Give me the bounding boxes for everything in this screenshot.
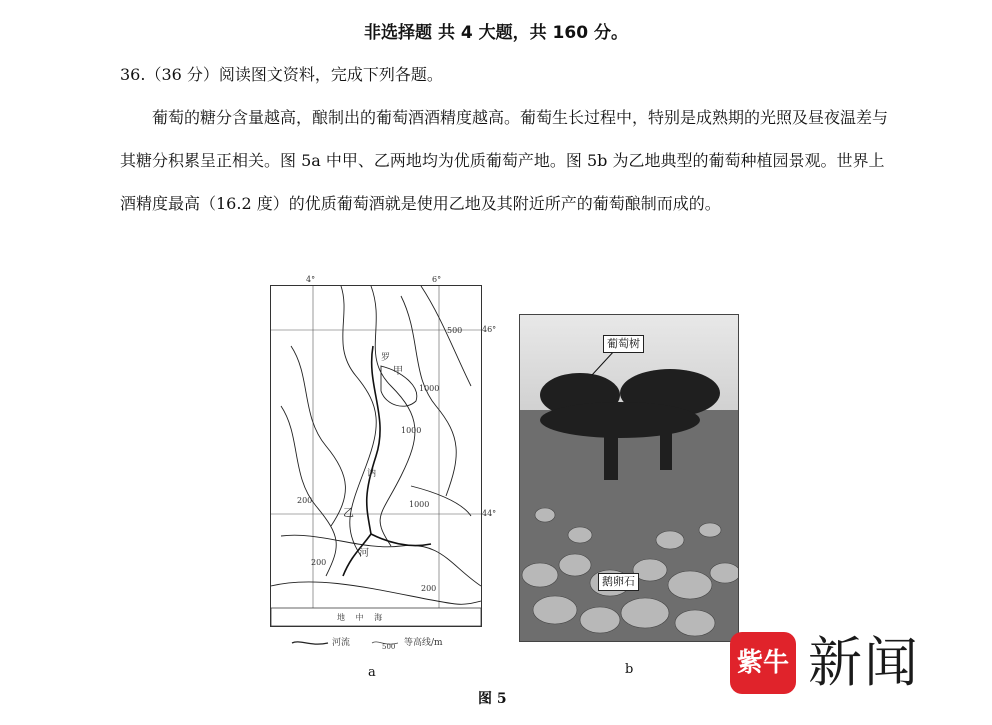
- paragraph-line: 光照及昼夜温差与其糖分积累呈正相关。图 5a 中甲、乙两地均为优质葡萄产地。图 5b 为: [120, 108, 889, 170]
- figure-5a-map: [270, 275, 497, 665]
- legend-contour-value: 500: [382, 643, 396, 651]
- contour-label: 200: [311, 558, 327, 567]
- tag-pebble: 鹅卵石: [598, 573, 639, 591]
- place-label-sea: 地 中 海: [337, 613, 387, 622]
- contour-label: 1000: [401, 426, 422, 435]
- legend-contour-label: 等高线/m: [404, 638, 443, 648]
- logo-text: 新闻: [808, 631, 920, 694]
- contour-label: 1000: [419, 384, 440, 393]
- figure-title: 图 5: [478, 691, 507, 707]
- map-drawing: [271, 286, 481, 626]
- paragraph-line: 其附近所产的葡萄酿制而成的。: [496, 194, 721, 213]
- figure-5b-photo: [519, 314, 739, 642]
- place-label-rhone: 罗: [381, 353, 391, 363]
- lat-label: 44°: [482, 509, 497, 518]
- ziniu-news-logo: [730, 628, 950, 698]
- caption-b: b: [625, 662, 634, 677]
- map-legend: [270, 635, 482, 653]
- paragraph-line: 乙地典型的葡萄种植园景观。世界上酒精度最高（16.2 度）的优质葡萄酒就是使用乙地及: [120, 151, 885, 213]
- question-title: 36.（36 分）阅读图文资料，完成下列各题。: [120, 65, 443, 84]
- place-label-jia: 甲: [393, 366, 403, 377]
- river-legend-icon: [290, 638, 330, 648]
- lon-label: 6°: [432, 275, 442, 284]
- legend-river-label: 河流: [332, 638, 351, 648]
- place-label-yi: 乙: [343, 506, 354, 519]
- contour-label: 1000: [409, 500, 430, 509]
- lon-label: 4°: [306, 275, 316, 284]
- question-paragraph: [120, 96, 900, 225]
- contour-label: 200: [297, 496, 313, 505]
- place-label-river: 河: [359, 548, 369, 559]
- caption-a: a: [368, 665, 376, 680]
- map-frame: [270, 285, 482, 627]
- logo-badge: 紫牛: [730, 632, 796, 694]
- lat-label: 46°: [482, 325, 497, 334]
- contour-label: 200: [421, 584, 437, 593]
- place-label-nei: 讷: [367, 469, 377, 479]
- vineyard-photo: [520, 315, 738, 641]
- tag-grapevine: 葡萄树: [603, 335, 644, 353]
- contour-label: 500: [447, 326, 463, 335]
- paragraph-line: 葡萄的糖分含量越高，酿制出的葡萄酒酒精度越高。葡萄生长过程中，特别是成熟期的: [152, 108, 761, 127]
- section-header: 非选择题 共 4 大题，共 160 分。: [364, 23, 628, 43]
